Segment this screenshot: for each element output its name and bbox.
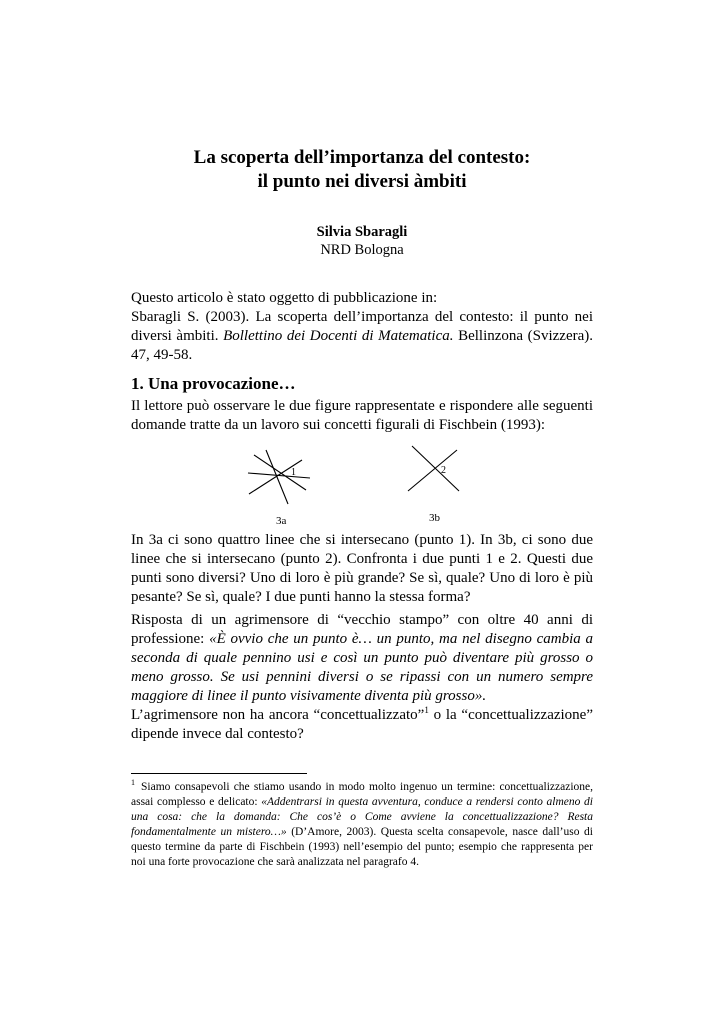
author-name: Silvia Sbaragli [316,224,408,240]
footnote-reference: 1 [424,705,429,715]
questions-paragraph: In 3a ci sono quattro linee che si intersecano (punto 1). In 3b, ci sono due linee che si intersecano (punto 2). Confronta i due punti 1 e 2. Questi due punti sono diversi? Uno di loro è più grande? Se sì, quale? Uno di loro è più pesante? Se sì, quale? I due punti hanno la stessa forma? [131,532,593,605]
publication-citation-end: Bellinzona (Svizzera). 47, 49-58. [131,328,594,363]
answer-paragraph [131,611,593,706]
footnote-separator [131,773,307,774]
publication-citation: Sbaragli S. (2003). La scoperta dell’importanza del contesto: il punto nei diversi àmbiti. [131,309,593,344]
question-paragraph [131,706,593,744]
figure-3a-line-2 [248,473,310,478]
footnote-text-end: (D’Amore, 2003). Questa scelta consapevole, nasce dall’uso di questo termine da parte di Fischbein (1993) nell’esempio del punto; esempio che rappresenta per noi una forte provocazione che sarà analizzata nel paragrafo 4. [131,826,593,868]
title-line-2: il punto nei diversi àmbiti [257,171,467,192]
figure-3a-lines [248,450,310,504]
answer-quote: «È ovvio che un punto è… un punto, ma nel disegno cambia a seconda di quale pennino usi e così un punto può diventare più grosso o meno grosso. Se usi pennini diversi o se ripassi con un numero sempre maggiore di linee il punto visivamente diventa più grosso». [131,631,593,704]
section-intro: Il lettore può osservare le due figure rappresentate e rispondere alle seguenti domande tratte da un lavoro sui concetti figurali di Fischbein (1993): [131,398,593,433]
footnote-text-start: Siamo consapevoli che stiamo usando in modo molto ingenuo un termine: concettualizzazione, assai complesso e delicato: [131,781,593,808]
publication-line-1: Questo articolo è stato oggetto di pubblicazione in: [131,290,438,306]
figure-3a-line-3 [266,450,288,504]
article-title [131,146,593,194]
footnote [131,780,593,870]
journal-name: Bollettino dei Docenti di Matematica. [223,328,454,344]
answer-intro: Risposta di un agrimensore di “vecchio stampo” con oltre 40 anni di professione: [131,612,593,647]
figure-3 [240,442,480,532]
question-text-end: o la “concettualizzazione” dipende invece dal contesto? [131,707,593,742]
footnote-mark: 1 [131,778,135,788]
publication-note [131,289,593,365]
figure-3a-point-label: 1 [291,467,296,478]
figure-3b-lines [408,446,459,491]
figure-3b-caption: 3b [429,512,440,524]
figure-3b-point-label: 2 [441,465,446,476]
question-text-start: L’agrimensore non ha ancora “concettualizzato” [131,707,425,723]
section-heading: 1. Una provocazione… [131,374,296,393]
author-block [131,223,593,259]
author-affiliation: NRD Bologna [320,242,404,258]
figure-3b-line-2 [408,450,457,491]
footnote-quote: «Addentrarsi in questa avventura, conduce a rendersi conto almeno di una cosa: che la domanda: Che cos’è o Come avviene la concettualizzazione? Resta fondamentalmente un mistero…» [131,796,593,838]
figure-3a-caption: 3a [276,515,287,527]
title-line-1: La scoperta dell’importanza del contesto: [193,147,531,168]
